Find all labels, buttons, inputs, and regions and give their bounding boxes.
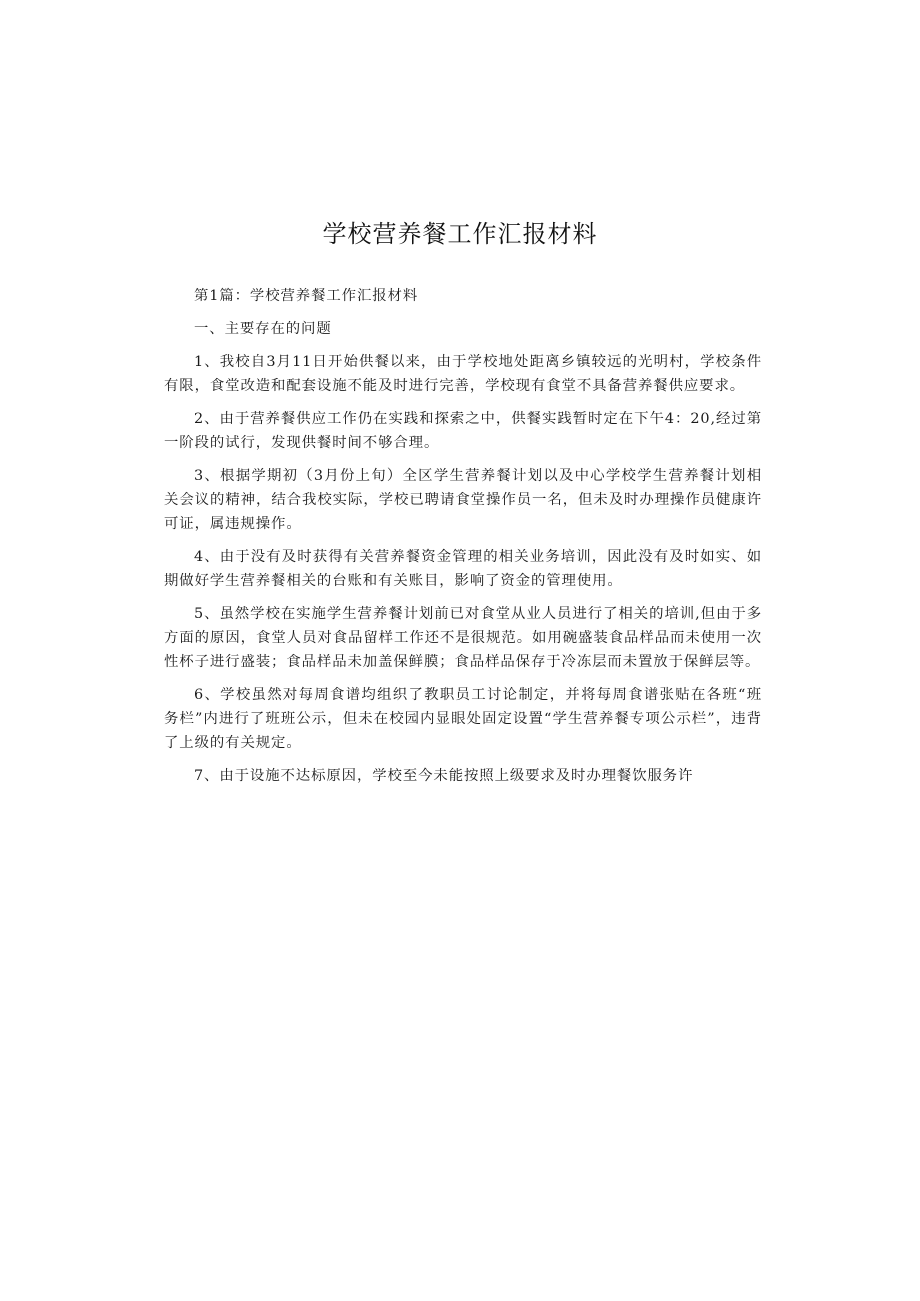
paragraph-issue-2: 2、由于营养餐供应工作仍在实践和探索之中，供餐实践暂时定在下午4：20,经过第一阶段的试行，发现供餐时间不够合理。 xyxy=(164,411,762,451)
chapter-heading: 第1篇：学校营养餐工作汇报材料 xyxy=(194,288,419,304)
paragraph-issue-5: 5、虽然学校在实施学生营养餐计划前已对食堂从业人员进行了相关的培训,但由于多方面的原因，食堂人员对食品留样工作还不是很规范。如用碗盛装食品样品而未使用一次性杯子进行盛装；食品样品未加盖保鲜膜；食品样品保存于冷冻层而未置放于保鲜层等。 xyxy=(164,606,762,670)
paragraph-issue-7: 7、由于设施不达标原因，学校至今未能按照上级要求及时办理餐饮服务许 xyxy=(194,768,694,784)
document-title: 学校营养餐工作汇报材料 xyxy=(322,220,598,248)
paragraph-issue-3: 3、根据学期初（3月份上旬）全区学生营养餐计划以及中心学校学生营养餐计划相关会议的精神，结合我校实际，学校已聘请食堂操作员一名，但未及时办理操作员健康许可证，属违规操作。 xyxy=(164,468,762,532)
paragraph-issue-1: 1、我校自3月11日开始供餐以来，由于学校地处距离乡镇较远的光明村，学校条件有限，食堂改造和配套设施不能及时进行完善，学校现有食堂不具备营养餐供应要求。 xyxy=(164,354,762,394)
document-body xyxy=(164,284,762,797)
section-heading: 一、主要存在的问题 xyxy=(194,321,332,337)
paragraph-issue-6: 6、学校虽然对每周食谱均组织了教职员工讨论制定，并将每周食谱张贴在各班“班务栏”内进行了班班公示，但未在校园内显眼处固定设置“学生营养餐专项公示栏”，违背了上级的有关规定。 xyxy=(164,687,762,751)
paragraph-issue-4: 4、由于没有及时获得有关营养餐资金管理的相关业务培训，因此没有及时如实、如期做好学生营养餐相关的台账和有关账目，影响了资金的管理使用。 xyxy=(164,549,762,589)
